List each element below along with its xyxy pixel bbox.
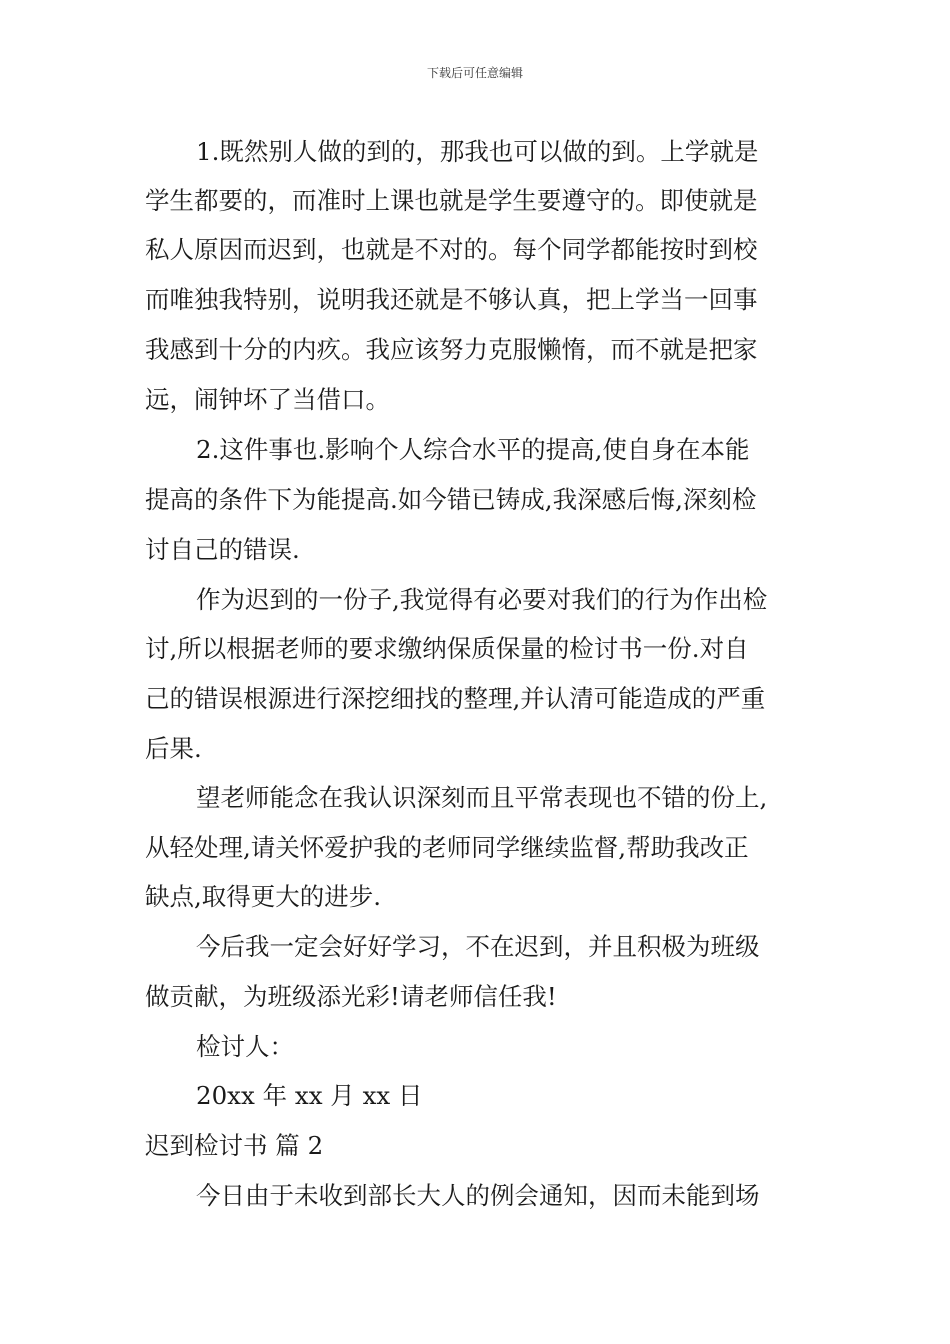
section-heading: 迟到检讨书 篇 2: [145, 1131, 324, 1160]
paragraph-line: 缺点,取得更大的进步.: [145, 882, 382, 911]
paragraph-line: 而唯独我特别，说明我还就是不够认真，把上学当一回事: [145, 285, 758, 314]
paragraph-line: 讨,所以根据老师的要求缴纳保质保量的检讨书一份.对自: [145, 634, 749, 663]
paragraph-line: 今日由于未收到部长大人的例会通知，因而未能到场: [196, 1181, 760, 1210]
paragraph-line: 1.既然别人做的到的，那我也可以做的到。上学就是: [196, 137, 759, 166]
paragraph-line: 己的错误根源进行深挖细找的整理,并认清可能造成的严重: [145, 684, 766, 713]
paragraph-line: 作为迟到的一份子,我觉得有必要对我们的行为作出检: [196, 585, 768, 614]
paragraph-line: 2.这件事也.影响个人综合水平的提高,使自身在本能: [196, 435, 750, 464]
page-header: 下载后可任意编辑: [426, 66, 523, 80]
paragraph-line: 望老师能念在我认识深刻而且平常表现也不错的份上,: [196, 783, 768, 812]
paragraph-line: 提高的条件下为能提高.如今错已铸成,我深感后悔,深刻检: [145, 485, 757, 514]
paragraph-line: 私人原因而迟到，也就是不对的。每个同学都能按时到校: [145, 235, 758, 264]
paragraph-line: 远，闹钟坏了当借口。: [145, 385, 390, 414]
paragraph-line: 学生都要的，而准时上课也就是学生要遵守的。即使就是: [145, 186, 758, 215]
paragraph-line: 做贡献，为班级添光彩!请老师信任我!: [145, 982, 557, 1011]
paragraph-line: 讨自己的错误.: [145, 535, 300, 564]
date-line: 20xx 年 xx 月 xx 日: [196, 1081, 423, 1110]
paragraph-line: 今后我一定会好好学习，不在迟到，并且积极为班级: [196, 932, 760, 961]
signature-label: 检讨人：: [196, 1032, 294, 1061]
paragraph-line: 后果.: [145, 734, 202, 763]
paragraph-line: 我感到十分的内疚。我应该努力克服懒惰，而不就是把家: [145, 335, 758, 364]
paragraph-line: 从轻处理,请关怀爱护我的老师同学继续监督,帮助我改正: [145, 833, 749, 862]
